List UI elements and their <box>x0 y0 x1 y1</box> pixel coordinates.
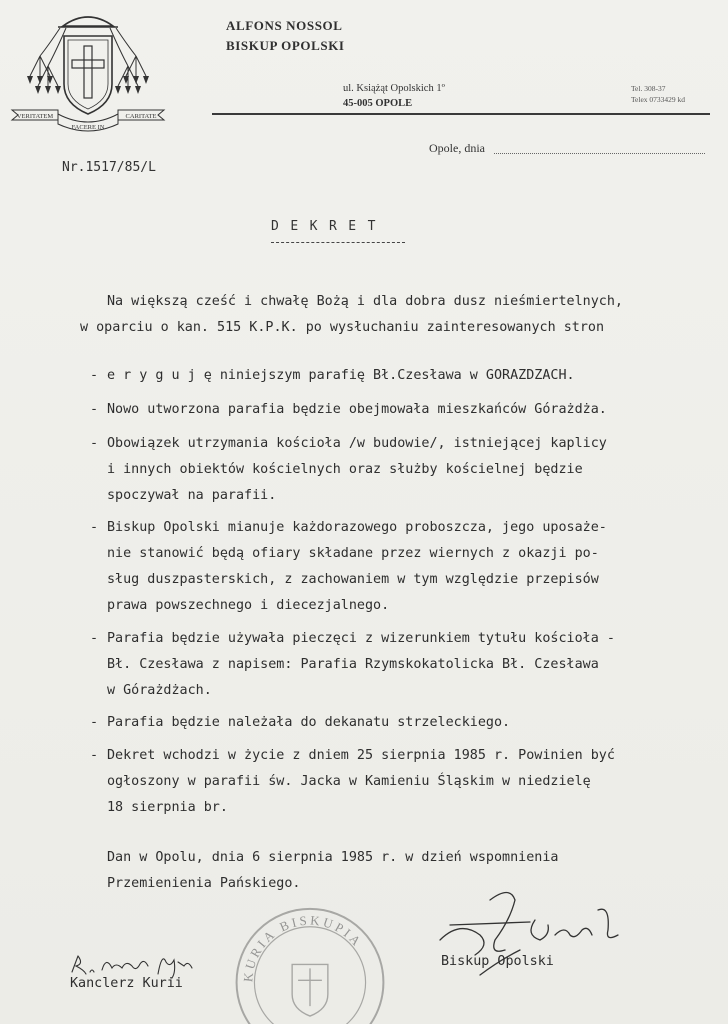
bullet-dash: - <box>90 520 99 535</box>
reference-number: Nr.1517/85/L <box>62 160 156 175</box>
bishop-signature <box>420 880 650 990</box>
intro-line: Na większą cześć i chwałę Bożą i dla dobra dusz nieśmiertelnych, <box>107 294 623 309</box>
decree-point-line: sług duszpasterskich, z zachowaniem w tym względzie przepisów <box>107 572 599 587</box>
decree-point: Obowiązek utrzymania kościoła /w budowie/, istniejącej kaplicy <box>107 436 607 451</box>
decree-point: Dekret wchodzi w życie z dniem 25 sierpnia 1985 r. Powinien być <box>107 748 615 763</box>
closing-line: Dan w Opolu, dnia 6 sierpnia 1985 r. w dzień wspomnienia <box>107 850 559 865</box>
bishop-name: ALFONS NOSSOL <box>226 18 343 33</box>
bullet-dash: - <box>90 748 99 763</box>
address-block <box>343 81 445 111</box>
decree-point-line: Bł. Czesława z napisem: Parafia Rzymskokatolicka Bł. Czesława <box>107 657 599 672</box>
decree-point: Parafia będzie należała do dekanatu strzeleckiego. <box>107 715 511 730</box>
address-city: 45-005 OPOLE <box>343 98 413 109</box>
contact-block <box>631 83 685 105</box>
decree-point: e r y g u j ę niniejszym parafię Bł.Czesława w GORAZDZACH. <box>107 368 575 383</box>
date-blank-line <box>494 153 705 154</box>
address-street: ul. Książąt Opolskich 1º <box>343 83 445 94</box>
bullet-dash: - <box>90 631 99 646</box>
letterhead-divider <box>212 113 710 115</box>
bullet-dash: - <box>90 436 99 451</box>
phone-number: Tel. 308-37 <box>631 84 666 93</box>
decree-point-line: prawa powszechnego i diecezjalnego. <box>107 598 390 613</box>
bullet-dash: - <box>90 402 99 417</box>
issuer-block <box>226 16 345 56</box>
bullet-dash: - <box>90 368 99 383</box>
svg-text:VERITATEM: VERITATEM <box>16 113 54 120</box>
decree-point: Parafia będzie używała pieczęci z wizerunkiem tytułu kościoła - <box>107 631 615 646</box>
place-date-label: Opole, dnia <box>429 141 485 155</box>
chancellor-caption: Kanclerz Kurii <box>70 976 183 991</box>
svg-text:FACERE IN: FACERE IN <box>71 124 105 131</box>
bishop-title: BISKUP OPOLSKI <box>226 38 345 53</box>
intro-line: w oparciu o kan. 515 K.P.K. po wysłuchaniu zainteresowanych stron <box>80 320 605 335</box>
decree-point: Biskup Opolski mianuje każdorazowego proboszcza, jego uposaże- <box>107 520 607 535</box>
svg-text:KURIA BISKUPIA: KURIA BISKUPIA <box>241 913 366 983</box>
svg-text:CARITATE: CARITATE <box>125 113 157 120</box>
bullet-dash: - <box>90 715 99 730</box>
episcopal-crest-icon <box>8 6 168 136</box>
decree-point-line: 18 sierpnia br. <box>107 800 228 815</box>
curia-seal-icon <box>230 895 390 1024</box>
bishop-caption: Biskup Opolski <box>441 954 554 969</box>
title-underline <box>271 242 405 243</box>
decree-point-line: ogłoszony w parafii św. Jacka w Kamieniu Śląskim w niedzielę <box>107 774 591 789</box>
decree-point-line: w Górażdżach. <box>107 683 212 698</box>
document-title: DEKRET <box>271 219 387 234</box>
decree-point: Nowo utworzona parafia będzie obejmowała mieszkańców Górażdża. <box>107 402 607 417</box>
closing-line: Przemienienia Pańskiego. <box>107 876 301 891</box>
decree-point-line: nie stanowić będą ofiary składane przez wiernych z okazji po- <box>107 546 599 561</box>
decree-point-line: spoczywał na parafii. <box>107 488 277 503</box>
decree-point-line: i innych obiektów kościelnych oraz służby kościelnej będzie <box>107 462 583 477</box>
telex-number: Telex 0733429 kd <box>631 95 686 104</box>
